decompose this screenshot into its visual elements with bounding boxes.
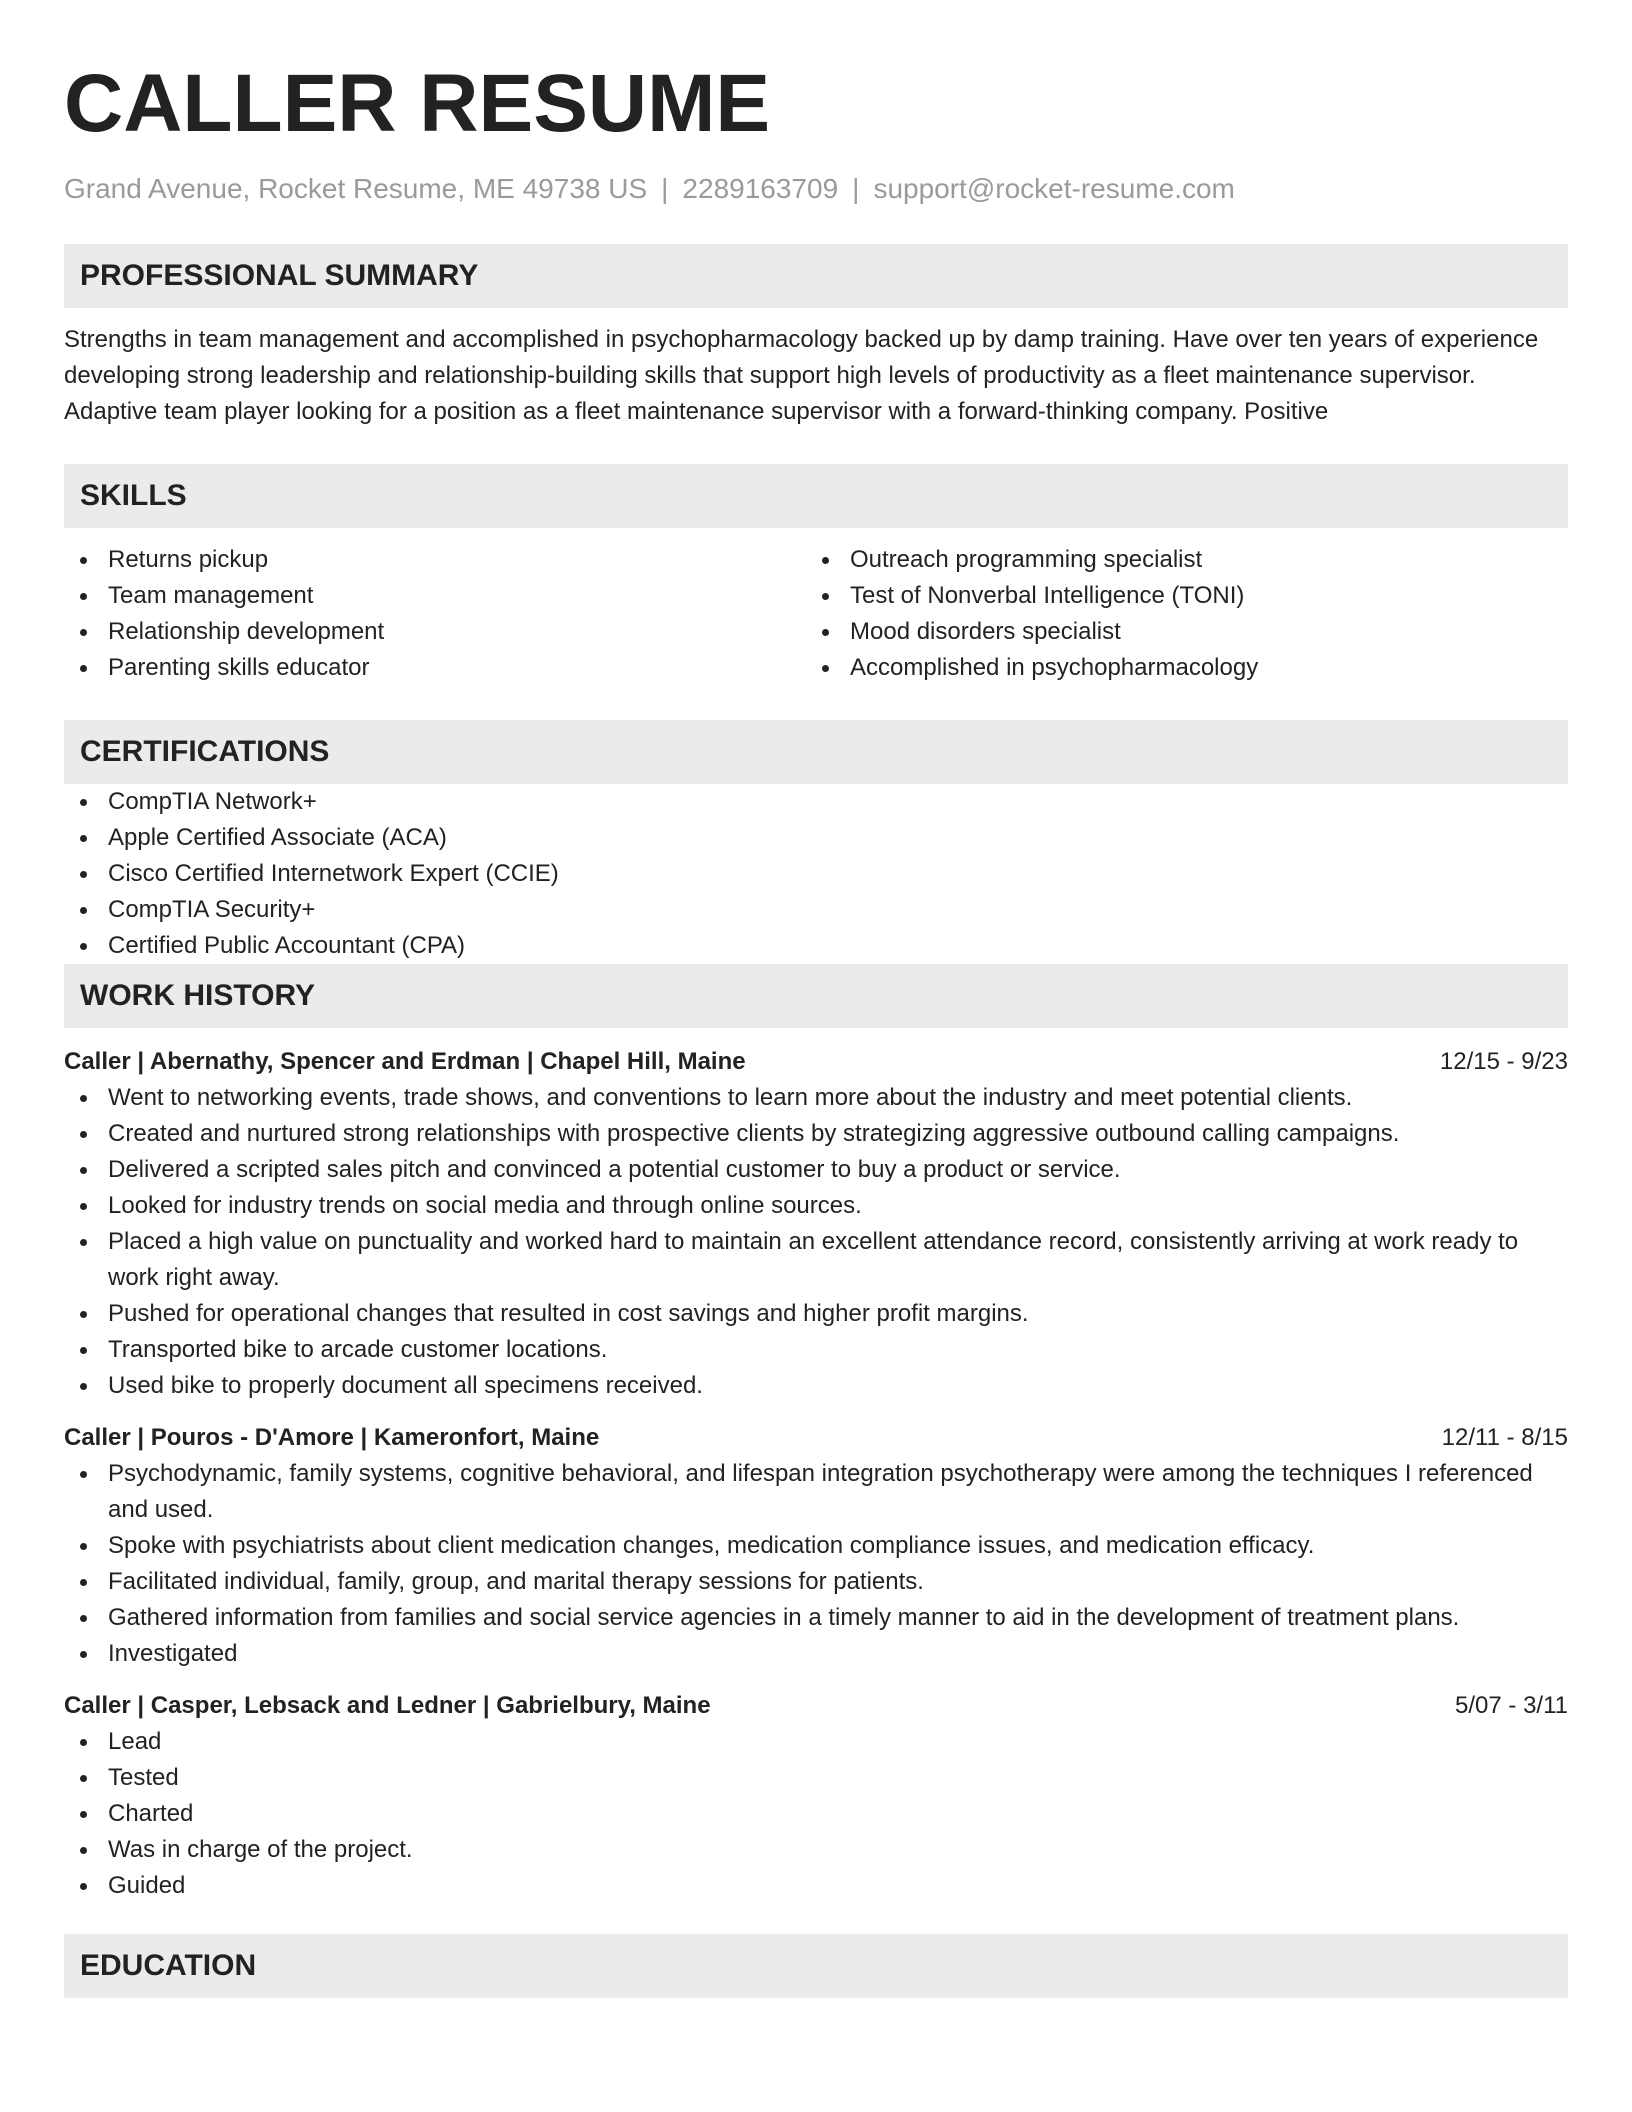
skill-item: Test of Nonverbal Intelligence (TONI)	[806, 578, 1548, 614]
job-bullet: Delivered a scripted sales pitch and convinced a potential customer to buy a product or service.	[64, 1152, 1568, 1188]
job-bullet: Guided	[64, 1868, 1568, 1904]
job-bullet: Looked for industry trends on social media and through online sources.	[64, 1188, 1568, 1224]
job-bullet: Was in charge of the project.	[64, 1832, 1568, 1868]
skill-item: Mood disorders specialist	[806, 614, 1548, 650]
job-bullet: Investigated	[64, 1636, 1568, 1672]
certifications-list	[64, 784, 1568, 964]
job-bullet: Charted	[64, 1796, 1568, 1832]
resume-title: CALLER RESUME	[64, 58, 771, 149]
job-dates: 5/07 - 3/11	[1455, 1692, 1568, 1719]
job-bullet: Lead	[64, 1724, 1568, 1760]
skill-item: Parenting skills educator	[64, 650, 806, 686]
job-title: Caller | Pouros - D'Amore | Kameronfort, Maine	[64, 1424, 600, 1451]
skill-item: Team management	[64, 578, 806, 614]
contact-separator: |	[852, 173, 860, 204]
job-bullets	[64, 1080, 1568, 1404]
job-header	[64, 1688, 1568, 1724]
certification-item: CompTIA Network+	[64, 784, 1568, 820]
job-title: Caller | Abernathy, Spencer and Erdman | Chapel Hill, Maine	[64, 1048, 746, 1075]
contact-separator: |	[661, 173, 669, 204]
summary-heading: PROFESSIONAL SUMMARY	[64, 244, 1568, 308]
job-bullet: Transported bike to arcade customer locations.	[64, 1332, 1568, 1368]
summary-text: Strengths in team management and accomplished in psychopharmacology backed up by damp training. Have over ten years of experience developing strong leadership and relationship-building skills that support high levels of productivity as a fleet maintenance supervisor. Adaptive team player looking for a position as a fleet maintenance supervisor with a forward-thinking company. Positive	[64, 326, 1539, 425]
contact-phone: 2289163709	[682, 173, 839, 204]
skills-right-list	[806, 542, 1548, 686]
job-dates: 12/11 - 8/15	[1441, 1424, 1568, 1451]
resume-page	[64, 0, 1568, 1998]
certifications-heading: CERTIFICATIONS	[64, 720, 1568, 784]
job-header	[64, 1420, 1568, 1456]
skill-item: Returns pickup	[64, 542, 806, 578]
certifications-section	[64, 720, 1568, 964]
certification-item: Cisco Certified Internetwork Expert (CCIE)	[64, 856, 1568, 892]
certification-item: Apple Certified Associate (ACA)	[64, 820, 1568, 856]
job-bullet: Placed a high value on punctuality and worked hard to maintain an excellent attendance record, consistently arriving at work ready to work right away.	[64, 1224, 1568, 1296]
skills-left-list	[64, 542, 806, 686]
job-bullet: Psychodynamic, family systems, cognitive behavioral, and lifespan integration psychotherapy were among the techniques I referenced and used.	[64, 1456, 1568, 1528]
certification-item: CompTIA Security+	[64, 892, 1568, 928]
summary-section	[64, 244, 1568, 430]
job-bullet: Pushed for operational changes that resulted in cost savings and higher profit margins.	[64, 1296, 1568, 1332]
job-entry	[64, 1044, 1568, 1404]
job-title: Caller | Casper, Lebsack and Ledner | Gabrielbury, Maine	[64, 1692, 711, 1719]
work-history-heading: WORK HISTORY	[64, 964, 1568, 1028]
job-dates: 12/15 - 9/23	[1439, 1048, 1568, 1075]
contact-line	[64, 172, 1568, 206]
contact-address: Grand Avenue, Rocket Resume, ME 49738 US	[64, 173, 648, 204]
job-bullet: Created and nurtured strong relationships with prospective clients by strategizing aggressive outbound calling campaigns.	[64, 1116, 1568, 1152]
skill-item: Accomplished in psychopharmacology	[806, 650, 1548, 686]
job-bullet: Tested	[64, 1760, 1568, 1796]
job-bullet: Spoke with psychiatrists about client medication changes, medication compliance issues, and medication efficacy.	[64, 1528, 1568, 1564]
skill-item: Outreach programming specialist	[806, 542, 1548, 578]
skills-grid	[64, 542, 1568, 686]
skill-item: Relationship development	[64, 614, 806, 650]
education-section	[64, 1934, 1568, 1998]
job-entry	[64, 1688, 1568, 1904]
education-heading: EDUCATION	[64, 1934, 1568, 1998]
job-bullet: Used bike to properly document all specimens received.	[64, 1368, 1568, 1404]
job-entry	[64, 1420, 1568, 1672]
job-bullet: Gathered information from families and social service agencies in a timely manner to aid in the development of treatment plans.	[64, 1600, 1568, 1636]
skills-heading: SKILLS	[64, 464, 1568, 528]
skills-section	[64, 464, 1568, 686]
job-bullet: Facilitated individual, family, group, and marital therapy sessions for patients.	[64, 1564, 1568, 1600]
work-history-section	[64, 964, 1568, 1904]
contact-email: support@rocket-resume.com	[873, 173, 1235, 204]
job-header	[64, 1044, 1568, 1080]
certification-item: Certified Public Accountant (CPA)	[64, 928, 1568, 964]
job-bullets	[64, 1724, 1568, 1904]
job-bullets	[64, 1456, 1568, 1672]
job-bullet: Went to networking events, trade shows, and conventions to learn more about the industry and meet potential clients.	[64, 1080, 1568, 1116]
